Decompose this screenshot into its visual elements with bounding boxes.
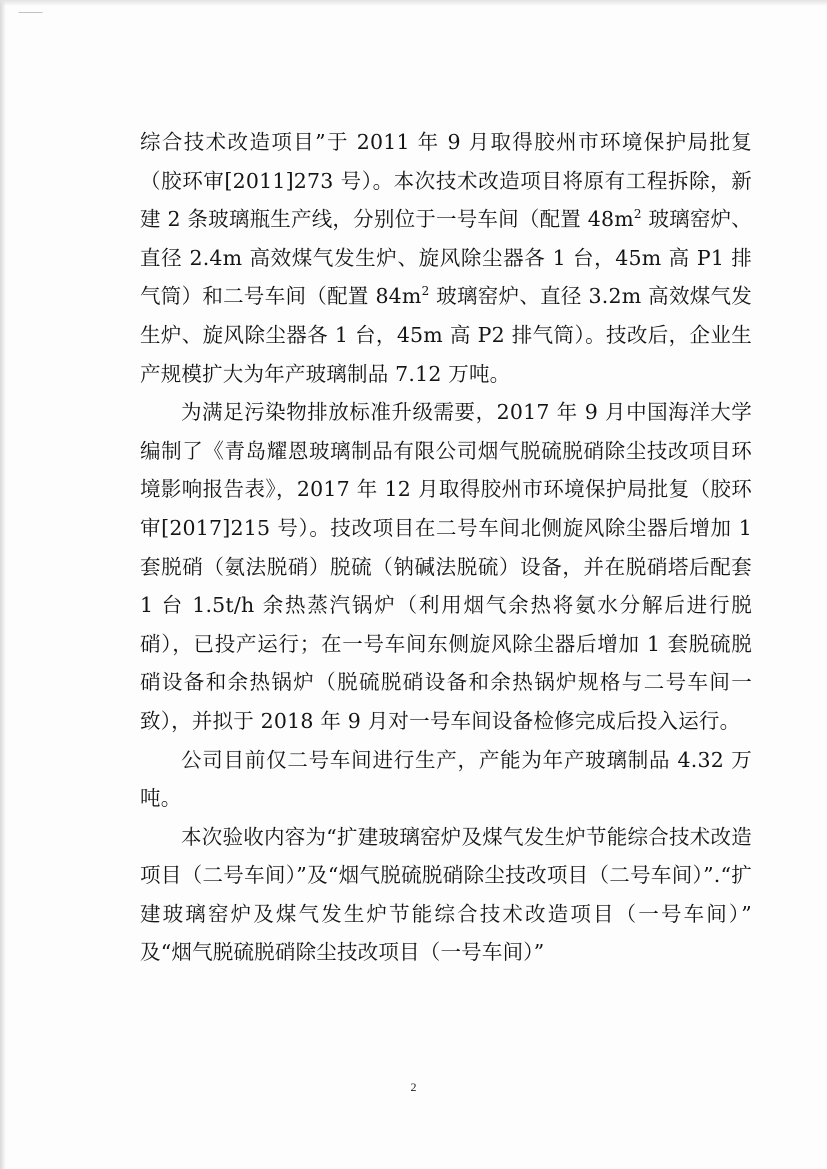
paragraph-current-production: 公司目前仅二号车间进行生产，产能为年产玻璃制品 4.32 万吨。 xyxy=(140,747,752,811)
superscript-2: 2 xyxy=(633,207,642,222)
paragraph-1-text-b: 玻璃窑炉、直径 2.4m 高效煤气发生炉、旋风除尘器各 1 台，45m 高 P1 排气筒）和二号车间（配置 84m xyxy=(140,207,753,309)
body-text xyxy=(140,123,752,972)
scan-edge-top xyxy=(0,0,827,6)
paragraph-emission-upgrade: 为满足污染物排放标准升级需要，2017 年 9 月中国海洋大学编制了《青岛耀恩玻璃制品有限公司烟气脱硫脱硝除尘技改项目环境影响报告表》，2017 年 12 月取得胶州市环境保护局批复（胶环审[2017]215 号）。技改项目在二号车间北侧旋风除尘器后增加 1 套脱硝（氨法脱硝）脱硫（钠碱法脱硫）设备，并在脱硝塔后配套 1 台 1.5t/h 余热蒸汽锅炉（利用烟气余热将氨水分解后进行脱硝），已投产运行；在一号车间东侧旋风除尘器后增加 1 套脱硫脱硝设备和余热锅炉（脱硫脱硝设备和余热锅炉规格与二号车间一致），并拟于 2018 年 9 月对一号车间设备检修完成后投入运行。 xyxy=(140,400,752,733)
paragraph-1-text-a: 综合技术改造项目”于 2011 年 9 月取得胶州市环境保护局批复（胶环审[2011]273 号）。本次技术改造项目将原有工程拆除，新建 2 条玻璃瓶生产线，分别位于一号车间（配置 48m xyxy=(140,130,752,232)
page-number: 2 xyxy=(410,1080,417,1094)
paragraph-project-history xyxy=(140,123,752,393)
paragraph-1-text-c: 玻璃窑炉、直径 3.2m 高效煤气发生炉、旋风除尘器各 1 台，45m 高 P2 排气筒）。技改后，企业生产规模扩大为年产玻璃制品 7.12 万吨。 xyxy=(140,284,753,386)
superscript-2: 2 xyxy=(421,284,430,299)
scan-edge-left xyxy=(0,0,6,1169)
paragraph-acceptance-scope: 本次验收内容为“扩建玻璃窑炉及煤气发生炉节能综合技术改造项目（二号车间）”及“烟气脱硫脱硝除尘技改项目（二号车间）”.“扩建玻璃窑炉及煤气发生炉节能综合技术改造项目（一号车间）” 及“烟气脱硫脱硝除尘技改项目（一号车间）” xyxy=(140,824,752,965)
